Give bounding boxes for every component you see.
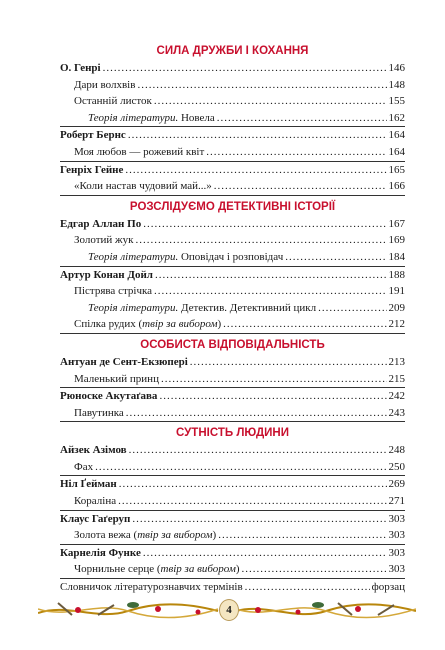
entry-label: Артур Конан Дойл xyxy=(60,268,153,281)
page-ref: форзац xyxy=(371,581,405,594)
entry-label: О. Генрі xyxy=(60,62,101,74)
toc-work-entry[interactable] xyxy=(60,405,405,422)
entry-label: Словничок літературознавчих термінів xyxy=(60,581,243,594)
leader-dots xyxy=(245,579,370,596)
toc-work-entry[interactable] xyxy=(60,283,405,300)
page-ref: 213 xyxy=(388,355,405,368)
page-ref: 164 xyxy=(388,145,405,158)
page-ref: 148 xyxy=(388,78,405,91)
toc-work-entry[interactable] xyxy=(60,178,405,195)
toc-author-entry[interactable] xyxy=(60,511,405,528)
toc-work-entry[interactable] xyxy=(60,527,405,544)
entry-label: «Коли настав чудовий май...» xyxy=(74,180,212,193)
page-ref: 164 xyxy=(388,129,405,142)
entry-label: Едгар Аллан По xyxy=(60,217,142,230)
entry-label: Маленький принц xyxy=(74,372,159,385)
toc-author-entry[interactable] xyxy=(60,127,405,144)
toc-work-entry[interactable] xyxy=(60,493,405,510)
leader-dots xyxy=(154,283,386,300)
page-ref: 243 xyxy=(388,406,405,419)
entry-label: Клаус Гаґеруп xyxy=(60,512,131,525)
toc-work-entry[interactable] xyxy=(60,579,405,596)
leader-dots xyxy=(154,93,387,110)
page-ref: 303 xyxy=(388,512,405,525)
entry-label: Кораліна xyxy=(74,495,117,508)
leader-dots xyxy=(155,267,387,284)
toc-work-entry[interactable] xyxy=(60,77,405,94)
page-ref: 188 xyxy=(388,268,405,281)
toc-author-entry[interactable] xyxy=(60,388,405,405)
page-ref: 162 xyxy=(388,111,405,124)
toc-work-entry[interactable] xyxy=(60,144,405,161)
page-ref: 167 xyxy=(388,217,405,230)
leader-dots xyxy=(217,110,387,127)
toc-author-entry[interactable] xyxy=(60,442,405,459)
leader-dots xyxy=(214,178,387,195)
leader-dots xyxy=(129,442,387,459)
leader-dots xyxy=(285,249,386,266)
toc-author-entry[interactable] xyxy=(60,476,405,493)
toc-author-entry[interactable] xyxy=(60,267,405,284)
section-title: СУТНІСТЬ ЛЮДИНИ xyxy=(175,427,289,440)
page-ref: 303 xyxy=(388,529,405,542)
toc-work-entry[interactable] xyxy=(60,316,405,333)
decorative-footer xyxy=(38,595,416,625)
toc-section xyxy=(60,199,405,334)
toc-work-entry[interactable] xyxy=(60,459,405,476)
page-ref: 155 xyxy=(388,95,405,108)
page-ref: 303 xyxy=(388,563,405,576)
leader-dots xyxy=(242,561,387,578)
entry-label: Айзек Азімов xyxy=(60,444,127,457)
section-title: СИЛА ДРУЖБИ І КОХАННЯ xyxy=(156,45,309,57)
toc-author-entry[interactable] xyxy=(60,545,405,562)
leader-dots xyxy=(161,371,387,388)
leader-dots xyxy=(95,459,386,476)
divider xyxy=(60,333,405,334)
page-ref: 303 xyxy=(388,546,405,559)
toc-work-entry[interactable] xyxy=(60,300,405,317)
toc-section xyxy=(60,43,405,196)
toc-section xyxy=(60,425,405,595)
entry-label: Ніл Ґейман xyxy=(60,478,117,491)
toc-author-entry[interactable] xyxy=(60,216,405,233)
page-ref: 271 xyxy=(388,495,405,508)
leader-dots xyxy=(137,77,386,94)
entry-label: Рюноске Акутаґава xyxy=(60,390,158,403)
section-title: РОЗСЛІДУЄМО ДЕТЕКТИВНІ ІСТОРІЇ xyxy=(129,200,336,213)
page-ref: 212 xyxy=(388,318,405,331)
page-ref: 209 xyxy=(388,301,405,314)
toc-work-entry[interactable] xyxy=(60,561,405,578)
entry-label: Теорія літератури. Оповідач і розповідач xyxy=(88,250,284,263)
toc-work-entry[interactable] xyxy=(60,371,405,388)
leader-dots xyxy=(143,216,386,233)
entry-label: Фах xyxy=(74,460,94,473)
page-ref: 191 xyxy=(388,285,405,298)
leader-dots xyxy=(223,316,386,333)
toc-work-entry[interactable] xyxy=(60,110,405,127)
page-number: 4 xyxy=(219,599,239,621)
entry-label: Теорія літератури. Новела xyxy=(88,111,215,124)
toc-work-entry[interactable] xyxy=(60,249,405,266)
page-ref: 248 xyxy=(388,444,405,457)
page-ref: 242 xyxy=(388,390,405,403)
table-of-contents xyxy=(60,40,405,598)
entry-label: Дари волхвів xyxy=(74,78,136,91)
leader-dots xyxy=(159,388,386,405)
page-ref: 184 xyxy=(388,250,405,263)
entry-label: Карнелія Функе xyxy=(60,546,141,559)
entry-label: Павутинка xyxy=(74,406,124,419)
toc-work-entry[interactable] xyxy=(60,232,405,249)
toc-author-entry[interactable] xyxy=(60,354,405,371)
page-ref: 166 xyxy=(388,180,405,193)
toc-author-entry[interactable] xyxy=(60,60,405,77)
leader-dots xyxy=(190,354,387,371)
leader-dots xyxy=(143,545,387,562)
entry-label: Золота вежа (твір за вибором) xyxy=(74,529,217,542)
entry-label: Останній листок xyxy=(74,95,152,108)
leader-dots xyxy=(136,232,387,249)
divider xyxy=(60,421,405,422)
entry-label: Антуан де Сент-Екзюпері xyxy=(60,355,188,368)
page-ref: 250 xyxy=(388,460,405,473)
section-title: ОСОБИСТА ВІДПОВІДАЛЬНІСТЬ xyxy=(140,338,325,351)
entry-label: Моя любов — рожевий квіт xyxy=(74,145,205,158)
leader-dots xyxy=(125,162,386,179)
leader-dots xyxy=(119,476,387,493)
entry-label: Спілка рудих (твір за вибором) xyxy=(74,318,222,331)
divider xyxy=(60,195,405,196)
entry-label: Роберт Бернс xyxy=(60,129,126,142)
leader-dots xyxy=(128,127,387,144)
leader-dots xyxy=(318,300,386,317)
leader-dots xyxy=(118,493,386,510)
entry-label: Генріх Гейне xyxy=(60,163,124,176)
toc-work-entry[interactable] xyxy=(60,93,405,110)
entry-label: Чорнильне серце (твір за вибором) xyxy=(74,563,240,576)
leader-dots xyxy=(103,60,387,77)
page-ref: 146 xyxy=(388,62,405,74)
leader-dots xyxy=(126,405,387,422)
page-ref: 169 xyxy=(388,234,405,247)
page-ref: 269 xyxy=(388,478,405,491)
leader-dots xyxy=(218,527,386,544)
toc-author-entry[interactable] xyxy=(60,162,405,179)
leader-dots xyxy=(206,144,386,161)
entry-label: Золотий жук xyxy=(74,234,134,247)
page-ref: 215 xyxy=(388,372,405,385)
leader-dots xyxy=(132,511,386,528)
page-ref: 165 xyxy=(388,163,405,176)
entry-label: Теорія літератури. Детектив. Детективний цикл xyxy=(88,301,317,314)
entry-label: Пістрява стрічка xyxy=(74,285,153,298)
toc-section xyxy=(60,337,405,422)
